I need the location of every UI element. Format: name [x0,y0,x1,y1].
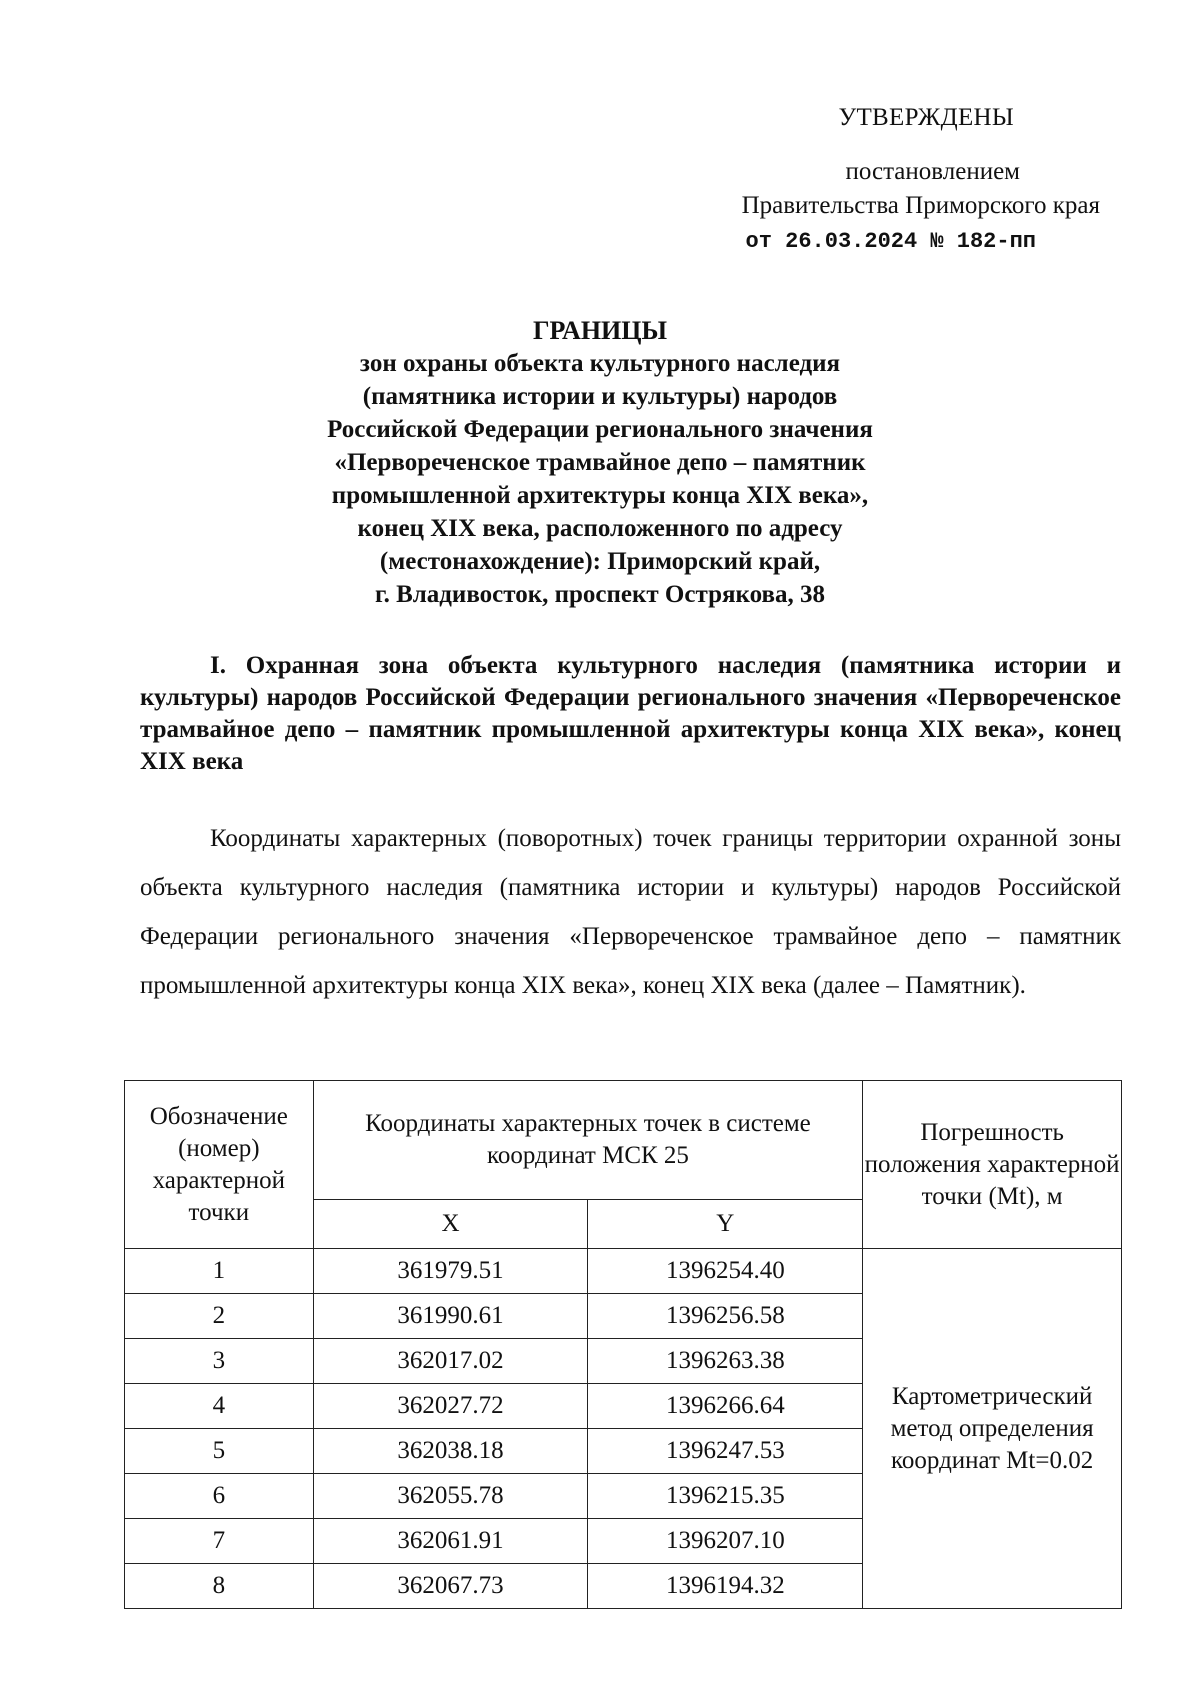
title-line: зон охраны объекта культурного наследия [359,350,841,377]
title-line: (местонахождение): Приморский край, [379,548,821,575]
method-cell: Картометрический метод определения координат Mt=0.02 [863,1249,1122,1609]
coord-x: 361990.61 [313,1294,588,1339]
point-number: 8 [125,1564,314,1609]
header-error: Погрешность положения характерной точки (Mt), м [863,1081,1122,1249]
section-paragraph: Координаты характерных (поворотных) точек границы территории охранной зоны объекта культурного наследия (памятника истории и культуры) народов Российской Федерации регионального значения «Первореченское трамвайное депо – памятник промышленной архитектуры конца XIX века», конец XIX века (далее – Памятник). [140,825,1121,999]
section-heading: I. Охранная зона объекта культурного наследия (памятника истории и культуры) народов Российской Федерации регионального значения «Первореченское трамвайное депо – памятник промышленной архитектуры конца XIX века», конец XIX века [140,652,1121,775]
coord-x: 362061.91 [313,1519,588,1564]
coordinates-table [124,1080,1122,1609]
point-number: 6 [125,1474,314,1519]
coord-x: 362067.73 [313,1564,588,1609]
coord-y: 1396247.53 [588,1429,863,1474]
point-number: 4 [125,1384,314,1429]
title-line: (памятника истории и культуры) народов [362,383,838,410]
coord-x: 362038.18 [313,1429,588,1474]
title-line: Российской Федерации регионального значения [327,416,873,443]
coord-y: 1396194.32 [588,1564,863,1609]
header-point: Обозначение (номер) характерной точки [125,1081,314,1249]
point-number: 3 [125,1339,314,1384]
approval-line-2: Правительства Приморского края [741,192,1100,219]
title-main: ГРАНИЦЫ [532,316,668,345]
point-number: 7 [125,1519,314,1564]
coord-y: 1396263.38 [588,1339,863,1384]
coord-y: 1396207.10 [588,1519,863,1564]
approval-label: УТВЕРЖДЕНЫ [838,104,1014,131]
coord-y: 1396266.64 [588,1384,863,1429]
header-y: Y [588,1200,863,1249]
point-number: 1 [125,1249,314,1294]
header-coords: Координаты характерных точек в системе координат МСК 25 [313,1081,863,1200]
coord-y: 1396215.35 [588,1474,863,1519]
coord-x: 362017.02 [313,1339,588,1384]
title-line: конец XIX века, расположенного по адресу [357,515,843,542]
point-number: 5 [125,1429,314,1474]
point-number: 2 [125,1294,314,1339]
table-row [125,1249,1122,1294]
approval-date-number: от 26.03.2024 № 182-пп [745,229,1036,254]
header-x: X [313,1200,588,1249]
document-title [130,314,1070,611]
coord-y: 1396256.58 [588,1294,863,1339]
coord-x: 362027.72 [313,1384,588,1429]
coord-x: 361979.51 [313,1249,588,1294]
table-header-row [125,1081,1122,1200]
coord-y: 1396254.40 [588,1249,863,1294]
title-line: г. Владивосток, проспект Острякова, 38 [375,581,825,608]
title-line: промышленной архитектуры конца XIX века», [331,482,869,509]
title-line: «Первореченское трамвайное депо – памятник [334,449,866,476]
coord-x: 362055.78 [313,1474,588,1519]
approval-line-1: постановлением [845,158,1020,185]
